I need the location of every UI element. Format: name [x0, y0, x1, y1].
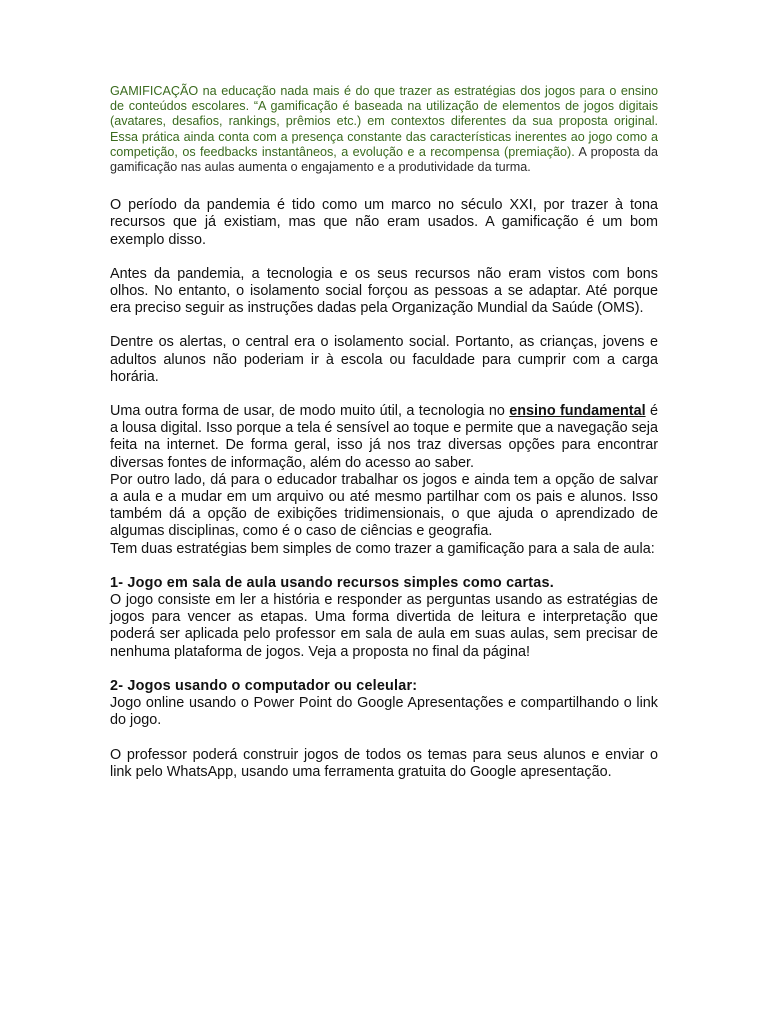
paragraph-educador: Por outro lado, dá para o educador trabalhar os jogos e ainda tem a opção de salvar a aula e a mudar em um arquivo ou até mesmo partilhar com os pais e alunos. Isso também dá a opção de exibições tridimensionais, o que ajuda o aprendizado de algumas disciplinas, como é o caso de ciências e geografia. — [110, 471, 658, 540]
lousa-text-before: Uma outra forma de usar, de modo muito útil, a tecnologia no — [110, 403, 510, 420]
document-page — [110, 84, 658, 798]
intro-paragraph — [110, 84, 658, 175]
section2-body: Jogo online usando o Power Point do Google Apresentações e compartilhando o link do jogo. — [110, 695, 658, 729]
paragraph-pandemia: O período da pandemia é tido como um marco no século XXI, por trazer à tona recursos que já existiam, mas que não eram usados. A gamificação é um bom exemplo disso. — [110, 197, 658, 248]
paragraph-estrategias: Tem duas estratégias bem simples de como trazer a gamificação para a sala de aula: — [110, 540, 655, 557]
section1-body: O jogo consiste em ler a história e responder as perguntas usando as estratégias de jogos para vencer as etapas. Uma forma divertida de leitura e interpretação que poderá ser aplicada pelo professor em sala de aula em suas aulas, sem precisar de nenhuma plataforma de jogos. Veja a proposta no final da página! — [110, 592, 658, 660]
intro-green-text: GAMIFICAÇÃO na educação nada mais é do que trazer as estratégias dos jogos para o ensino de conteúdos escolares. “A gamificação é baseada na utilização de elementos de jogos digitais (avatares, desafios, rankings, prêmios etc.) em contextos diferentes da sua proposta original. Essa prática ainda conta com a presença constante das características inerentes ao jogo como a competição, os feedbacks instantâneos, a evolução e a recompensa (premiação). — [110, 84, 658, 159]
intro-plain-text: A proposta da gamificação nas aulas aumenta o engajamento e a produtividade da turma. — [110, 144, 659, 175]
section2-heading: 2- Jogos usando o computador ou celeular: — [110, 677, 418, 694]
lousa-text-after: é a lousa digital. Isso porque a tela é sensível ao toque e permite que a navegação seja feita na internet. De forma geral, isso já nos traz diversas opções para encontrar diversas fontes de informação, além do acesso ao saber. — [110, 403, 659, 471]
paragraph-lousa-digital — [110, 403, 658, 472]
paragraph-antes-pandemia: Antes da pandemia, a tecnologia e os seus recursos não eram vistos com bons olhos. No entanto, o isolamento social forçou as pessoas a se adaptar. Até porque era preciso seguir as instruções dadas pela Organização Mundial da Saúde (OMS). — [110, 265, 658, 317]
ensino-fundamental-link[interactable]: ensino fundamental — [509, 403, 646, 420]
paragraph-alertas: Dentre os alertas, o central era o isolamento social. Portanto, as crianças, jovens e adultos alunos não poderiam ir à escola ou faculdade para cumprir com a carga horária. — [110, 334, 658, 385]
section1-heading: 1- Jogo em sala de aula usando recursos simples como cartas. — [110, 574, 554, 591]
paragraph-professor-whatsapp: O professor poderá construir jogos de todos os temas para seus alunos e enviar o link pelo WhatsApp, usando uma ferramenta gratuita do Google apresentação. — [110, 746, 658, 780]
